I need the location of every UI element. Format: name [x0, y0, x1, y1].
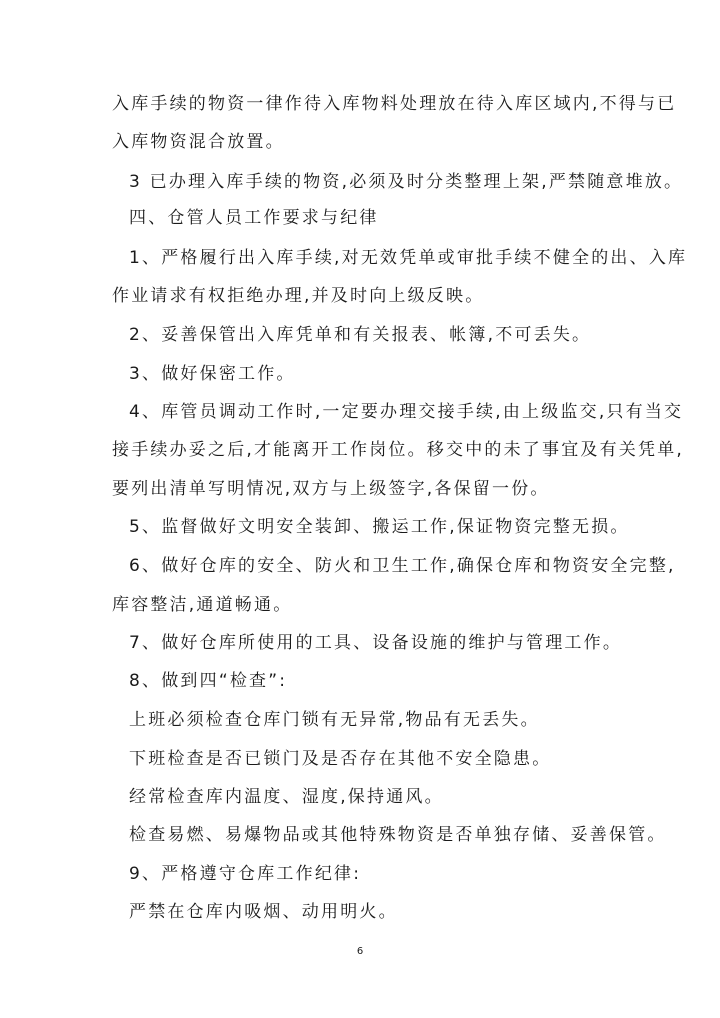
text-line-9: 4、库管员调动工作时,一定要办理交接手续,由上级监交,只有当交 [129, 402, 684, 422]
text-line-22: 严禁在仓库内吸烟、动用明火。 [129, 902, 398, 922]
text-line-10: 接手续办妥之后,才能离开工作岗位。移交中的未了事宜及有关凭单, [112, 440, 685, 460]
section-heading: 四、仓管人员工作要求与纪律 [129, 208, 379, 228]
text-line-11: 要列出清单写明情况,双方与上级签字,各保留一份。 [112, 479, 550, 499]
text-line-14: 库容整洁,通道畅通。 [112, 595, 293, 615]
text-line-1: 入库手续的物资一律作待入库物料处理放在待入库区域内,不得与已 [112, 94, 677, 114]
text-line-13: 6、做好仓库的安全、防火和卫生工作,确保仓库和物资安全完整, [129, 556, 676, 576]
text-line-6: 作业请求有权拒绝办理,并及时向上级反映。 [112, 286, 485, 306]
text-line-18: 下班检查是否已锁门及是否存在其他不安全隐患。 [129, 749, 552, 769]
text-line-7: 2、妥善保管出入库凭单和有关报表、帐簿,不可丢失。 [129, 325, 592, 345]
text-line-19: 经常检查库内温度、湿度,保持通风。 [129, 787, 444, 807]
text-line-2: 入库物资混合放置。 [112, 132, 285, 152]
text-line-20: 检查易燃、易爆物品或其他特殊物资是否单独存储、妥善保管。 [129, 825, 667, 845]
text-line-8: 3、做好保密工作。 [129, 364, 296, 384]
text-line-12: 5、监督做好文明安全装卸、搬运工作,保证物资完整无损。 [129, 517, 630, 537]
page-number: 6 [356, 946, 364, 957]
text-line-5: 1、严格履行出入库手续,对无效凭单或审批手续不健全的出、入库 [129, 248, 688, 268]
text-line-15: 7、做好仓库所使用的工具、设备设施的维护与管理工作。 [129, 633, 623, 653]
text-line-21: 9、严格遵守仓库工作纪律: [129, 864, 362, 884]
text-line-17: 上班必须检查仓库门锁有无异常,物品有无丢失。 [129, 710, 540, 730]
text-line-3: 3 已办理入库手续的物资,必须及时分类整理上架,严禁随意堆放。 [129, 172, 684, 192]
text-line-16: 8、做到四“检查”: [129, 671, 288, 691]
